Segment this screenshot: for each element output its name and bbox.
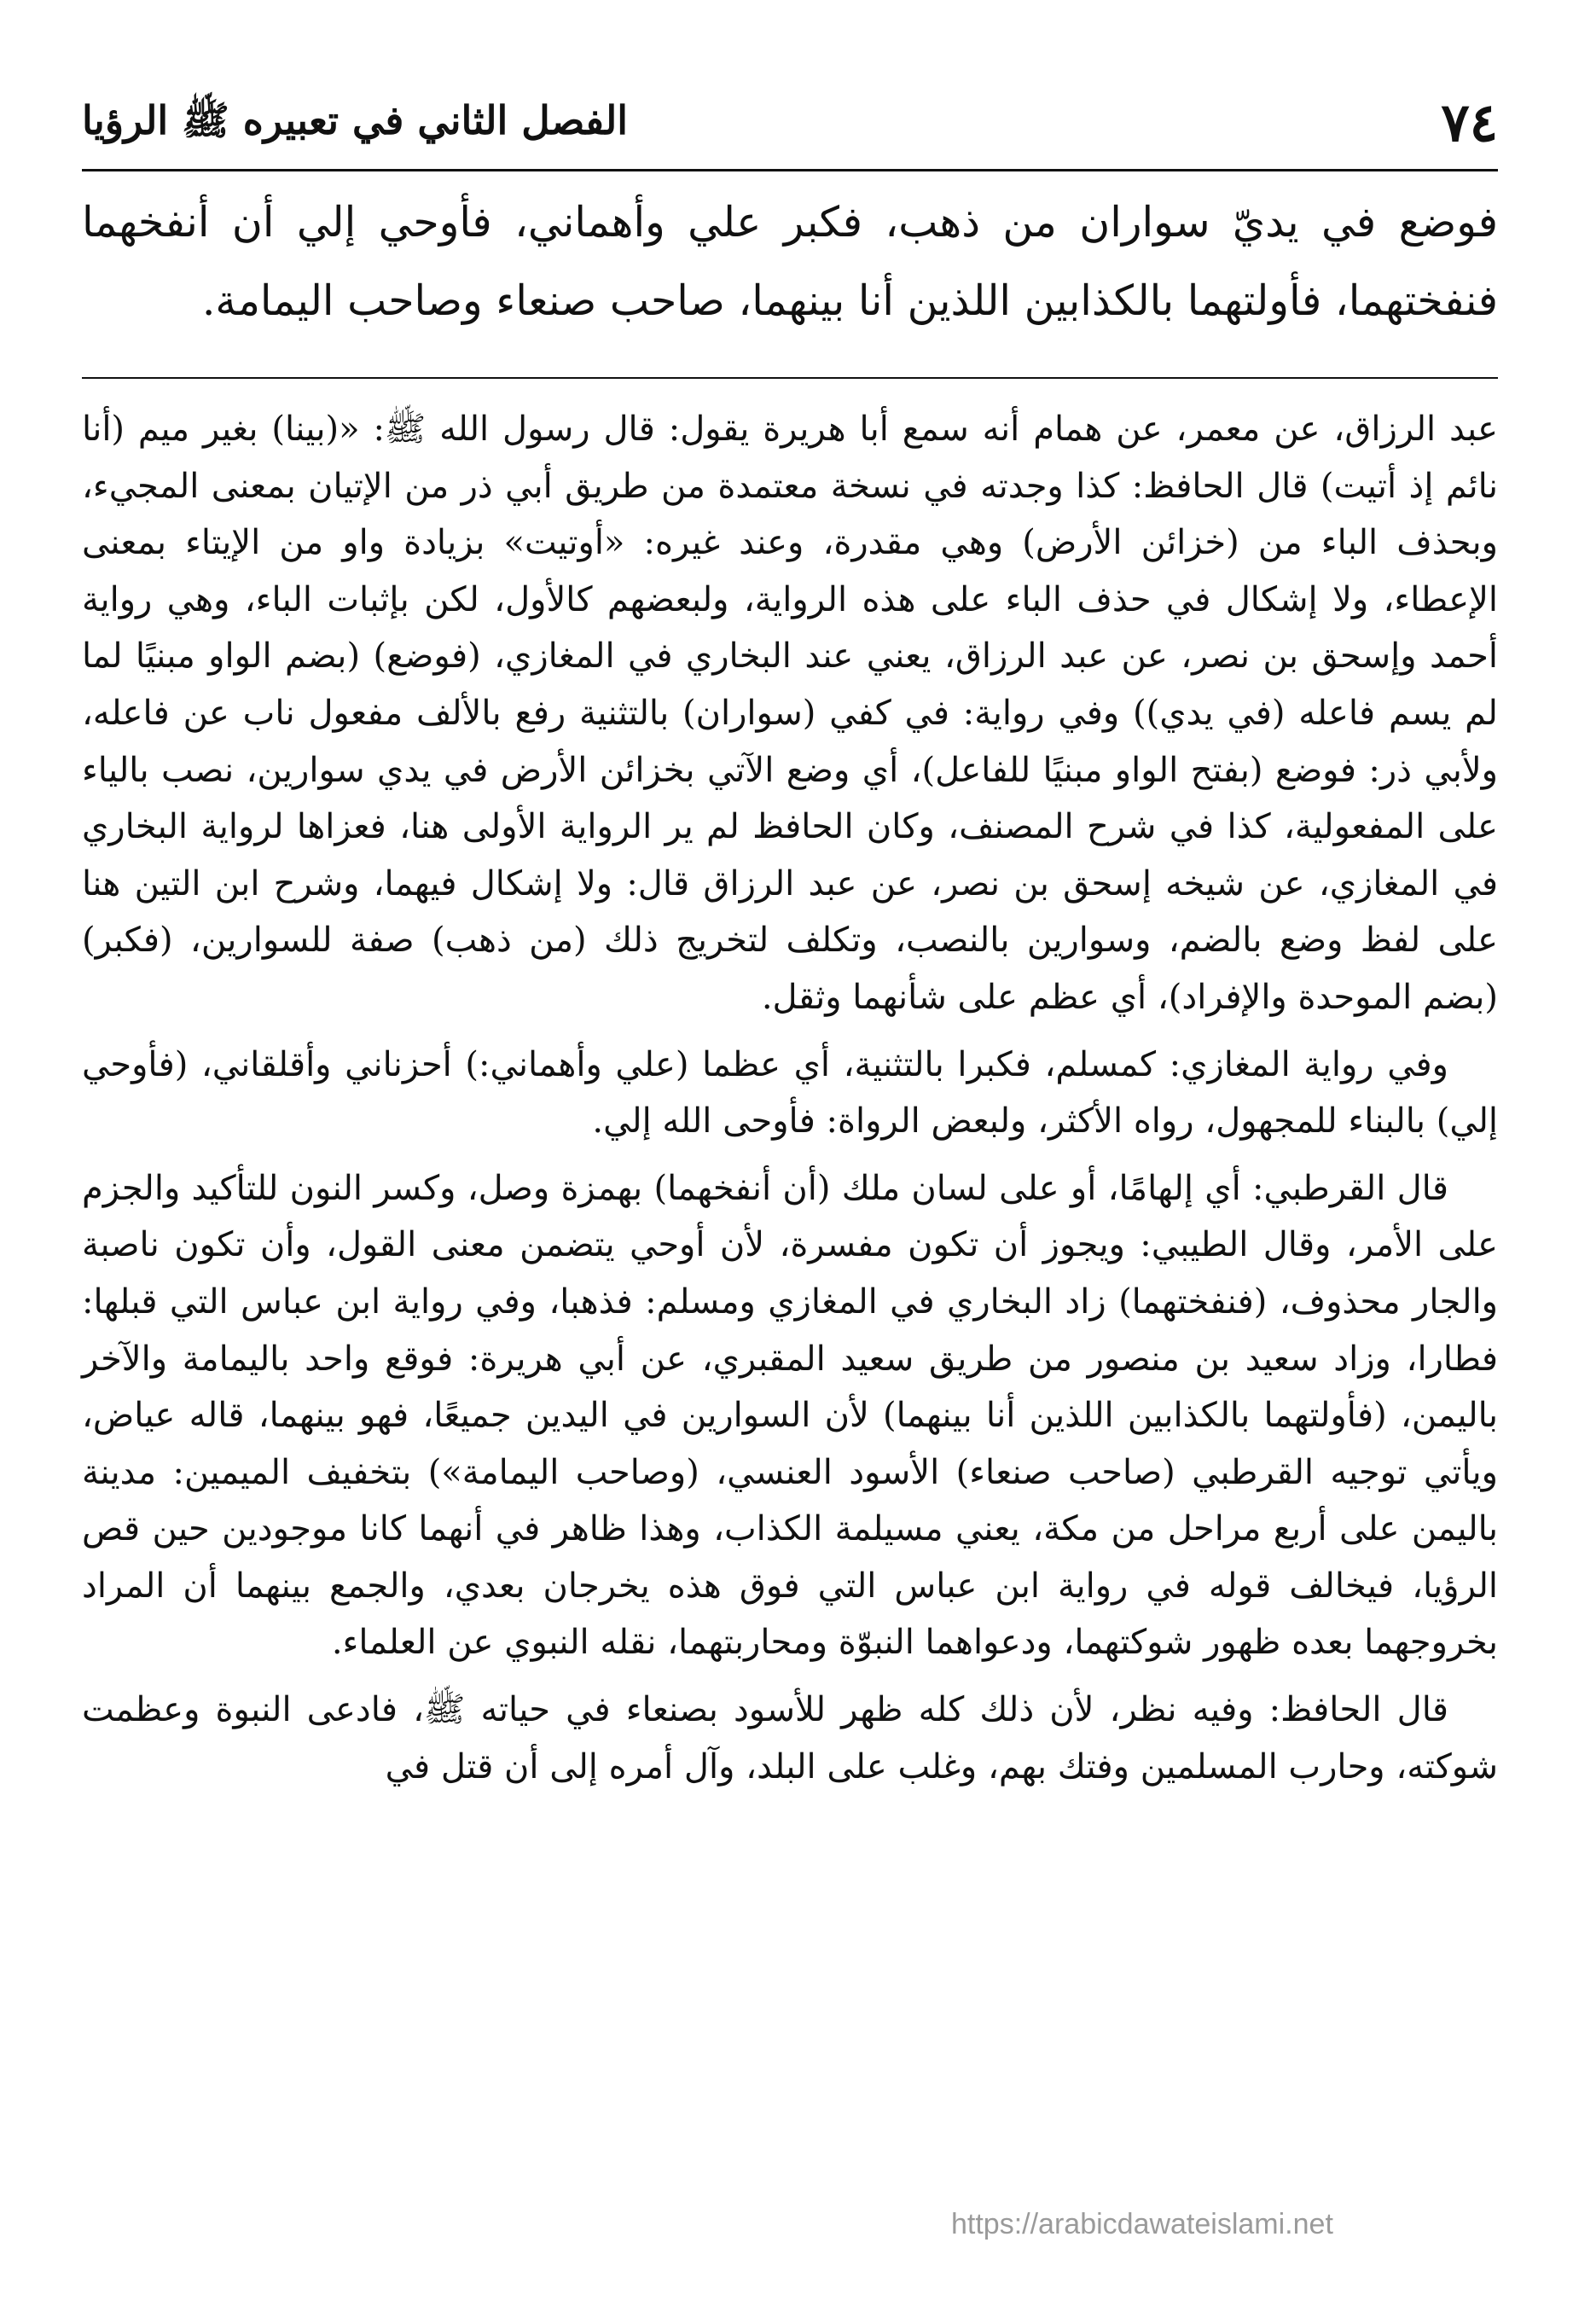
page-header	[82, 77, 1498, 154]
chapter-title: الفصل الثاني في تعبيره ﷺ الرؤيا	[82, 97, 629, 143]
header-rule	[82, 169, 1498, 171]
commentary-paragraph: وفي رواية المغازي: كمسلم، فكبرا بالتثنية، أي عظما (علي وأهماني:) أحزناني وأقلقاني، (فأوحي إلي) بالبناء للمجهول، رواه الأكثر، ولبعض الرواة: فأوحى الله إلي.	[82, 1044, 1498, 1142]
commentary	[82, 401, 1498, 1805]
commentary-paragraph: قال الحافظ: وفيه نظر، لأن ذلك كله ظهر للأسود بصنعاء في حياته ﷺ، فادعى النبوة وعظمت شوكته، وحارب المسلمين وفتك بهم، وغلب على البلد، وآل أمره إلى أن قتل في	[82, 1690, 1498, 1787]
commentary-paragraph: قال القرطبي: أي إلهامًا، أو على لسان ملك (أن أنفخهما) بهمزة وصل، وكسر النون للتأكيد والجزم على الأمر، وقال الطيبي: ويجوز أن تكون مفسرة، لأن أوحي يتضمن معنى القول، وأن تكون ناصبة والجار محذوف، (فنفختهما) زاد البخاري في المغازي ومسلم: فذهبا، وفي رواية ابن عباس التي قبلها: فطارا، وزاد سعيد بن منصور من طريق سعيد المقبري، عن أبي هريرة: فوقع واحد باليمامة والآخر باليمن، (فأولتهما بالكذابين اللذين أنا بينهما) لأن السوارين في اليدين جميعًا، فهو بينهما، قاله عياض، ويأتي توجيه القرطبي (صاحب صنعاء) الأسود العنسي، (وصاحب اليمامة») بتخفيف الميمين: مدينة باليمن على أربع مراحل من مكة، يعني مسيلمة الكذاب، وهذا ظاهر في أنهما كانا موجودين حين قص الرؤيا، فيخالف قوله في رواية ابن عباس التي فوق هذه يخرجان بعدي، والجمع بينهما أن المراد بخروجهما بعده ظهور شوكتهما، ودعواهما النبوّة ومحاربتهما، نقله النبوي عن العلماء.	[82, 1168, 1499, 1663]
watermark-url: https://arabicdawateislami.net	[951, 2208, 1333, 2240]
main-text: فوضع في يديّ سواران من ذهب، فكبر علي وأهماني، فأوحي إلي أن أنفخهما فنفختهما، فأولتهما بالكذابين اللذين أنا بينهما، صاحب صنعاء وصاحب اليمامة.	[82, 198, 1498, 325]
document-page	[82, 60, 1498, 2278]
commentary-paragraph: عبد الرزاق، عن معمر، عن همام أنه سمع أبا هريرة يقول: قال رسول الله ﷺ: «(بينا) بغير ميم (أنا نائم إذ أتيت) قال الحافظ: كذا وجدته في نسخة معتمدة من طريق أبي ذر من الإتيان بمعنى المجيء، وبحذف الباء من (خزائن الأرض) وهي مقدرة، وعند غيره: «أوتيت» بزيادة واو من الإيتاء بمعنى الإعطاء، ولا إشكال في حذف الباء على هذه الرواية، ولبعضهم كالأول، لكن بإثبات الباء، وهي رواية أحمد وإسحق بن نصر، عن عبد الرزاق، يعني عند البخاري في المغازي، (فوضع) (بضم الواو مبنيًا لما لم يسم فاعله (في يدي)) وفي رواية: في كفي (سواران) بالتثنية رفع بالألف مفعول ناب عن فاعله، ولأبي ذر: فوضع (بفتح الواو مبنيًا للفاعل)، أي وضع الآتي بخزائن الأرض في يدي سوارين، نصب بالياء على المفعولية، كذا في شرح المصنف، وكان الحافظ لم ير الرواية الأولى هنا، فعزاها لرواية البخاري في المغازي، عن شيخه إسحق بن نصر، عن عبد الرزاق قال: ولا إشكال فيهما، وشرح ابن التين هنا على لفظ وضع بالضم، وسوارين بالنصب، وتكلف لتخريج ذلك (من ذهب) صفة للسوارين، (فكبر) (بضم الموحدة والإفراد)، أي عظم على شأنهما وثقل.	[82, 410, 1498, 1017]
page-number: ٧٤	[1441, 91, 1498, 154]
separator-rule	[82, 377, 1498, 379]
